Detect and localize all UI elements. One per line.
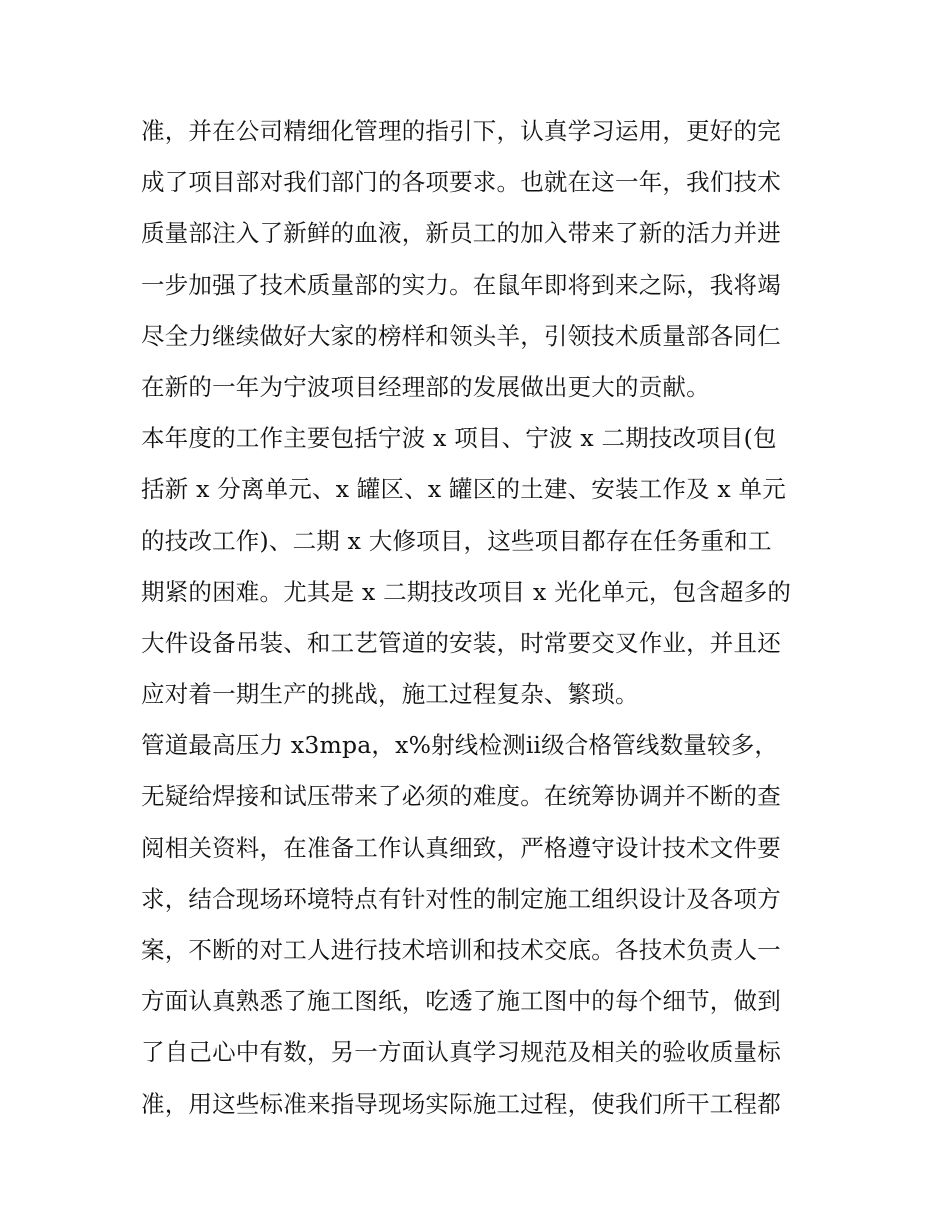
- text-line: 一步加强了技术质量部的实力。在鼠年即将到来之际，我将竭: [141, 270, 781, 299]
- text-line: 在新的一年为宁波项目经理部的发展做出更大的贡献。: [141, 372, 710, 401]
- text-line: 阅相关资料，在准备工作认真细致，严格遵守设计技术文件要: [141, 833, 781, 862]
- text-line: 的技改工作)、二期 x 大修项目，这些项目都存在任务重和工: [141, 526, 772, 555]
- text-line: 准，并在公司精细化管理的指引下，认真学习运用，更好的完: [141, 117, 781, 145]
- text-line: 成了项目部对我们部门的各项要求。也就在这一年，我们技术: [141, 168, 781, 197]
- text-line: 应对着一期生产的挑战，施工过程复杂、繁琐。: [141, 680, 639, 709]
- text-line: 求，结合现场环境特点有针对性的制定施工组织设计及各项方: [141, 884, 781, 913]
- text-line: 管道最高压力 x3mpa，x%射线检测ⅱ级合格管线数量较多，: [141, 731, 779, 760]
- text-line: 案，不断的对工人进行技术培训和技术交底。各技术负责人一: [141, 936, 781, 964]
- text-line: 大件设备吊装、和工艺管道的安装，时常要交叉作业，并且还: [141, 628, 781, 657]
- text-line: 期紧的困难。尤其是 x 二期技改项目 x 光化单元，包含超多的: [141, 577, 792, 606]
- text-line: 括新 x 分离单元、x 罐区、x 罐区的土建、安装工作及 x 单元: [141, 475, 786, 504]
- text-line: 准，用这些标准来指导现场实际施工过程，使我们所干工程都: [141, 1089, 781, 1118]
- text-line: 尽全力继续做好大家的榜样和领头羊，引领技术质量部各同仁: [141, 321, 781, 350]
- document-body: [141, 106, 821, 1130]
- text-line: 无疑给焊接和试压带来了必须的难度。在统筹协调并不断的查: [141, 782, 781, 811]
- text-line: 了自己心中有数，另一方面认真学习规范及相关的验收质量标: [141, 1038, 781, 1067]
- text-line: 质量部注入了新鲜的血液，新员工的加入带来了新的活力并进: [141, 219, 781, 248]
- text-line: 方面认真熟悉了施工图纸，吃透了施工图中的每个细节，做到: [141, 987, 781, 1016]
- text-line: 本年度的工作主要包括宁波 x 项目、宁波 x 二期技改项目(包: [141, 424, 777, 453]
